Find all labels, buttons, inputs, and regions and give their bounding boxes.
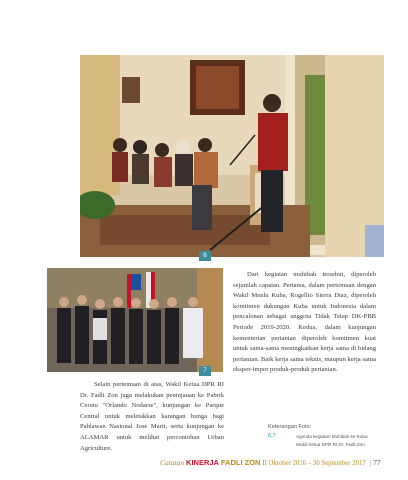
page-footer: Catatan KINERJA FADLI ZON II Oktober 2016 – 30 September 2017 | 77 [160,458,381,467]
footer-name: FADLI ZON [220,458,261,467]
caption-title: Keterangan Foto: [268,424,312,430]
caption-photo-numbers: 6,7 [268,433,276,439]
footer-kinerja: KINERJA [186,458,219,467]
body-paragraph-right: Dari kegiatan muhibah tersebut, diperoleh sejumlah capaian. Pertama, dalam pertemuan dengan Wakil Menlu Kuba, Rogellio Sierra Diaz, diperoleh komitmen dukungan Kuba untuk Indonesia dalam pencalonan sebagai anggota Tidak Tetap DK-PBB Periode 2019-2020. Kedua, dalam kunjungan kementerian pertanian diperoleh komitmen kuat untuk sama-sama meningkatkan kerja sama di bidang pertanian. Baik kerja sama teknis, maupun kerja sama ekspor-impor produk-produk pertanian. [233,271,376,374]
footer-catatan: Catatan [160,458,185,467]
caption-line: Agenda kegiatan Muhibah ke Kuba [296,434,368,439]
body-paragraph-left: Selain pertemuan di atas, Wakil Ketua DPR RI Dr. Fadli Zon juga melakukan peninjauan ke Pabrik Cerutu "Orlando Nodarse", kunjungan ke Parque Central untuk meletakkan karangan bunga bagi Pahlawan Nasional Jose Marti, serta kunjungan ke ALAMAR untuk melihat percontohan Urban Agriculture. [80,381,224,452]
photo-number-badge: 6 [199,251,211,261]
photo-number-badge: 7 [199,366,211,376]
page-number: 77 [373,458,381,467]
photo-reception [80,55,384,257]
caption-line: Wakil Ketua DPR RI Dr. Fadli Zon. [296,442,367,447]
footer-period: II Oktober 2016 – 30 September 2017 [262,460,366,467]
photo-group [47,268,223,372]
